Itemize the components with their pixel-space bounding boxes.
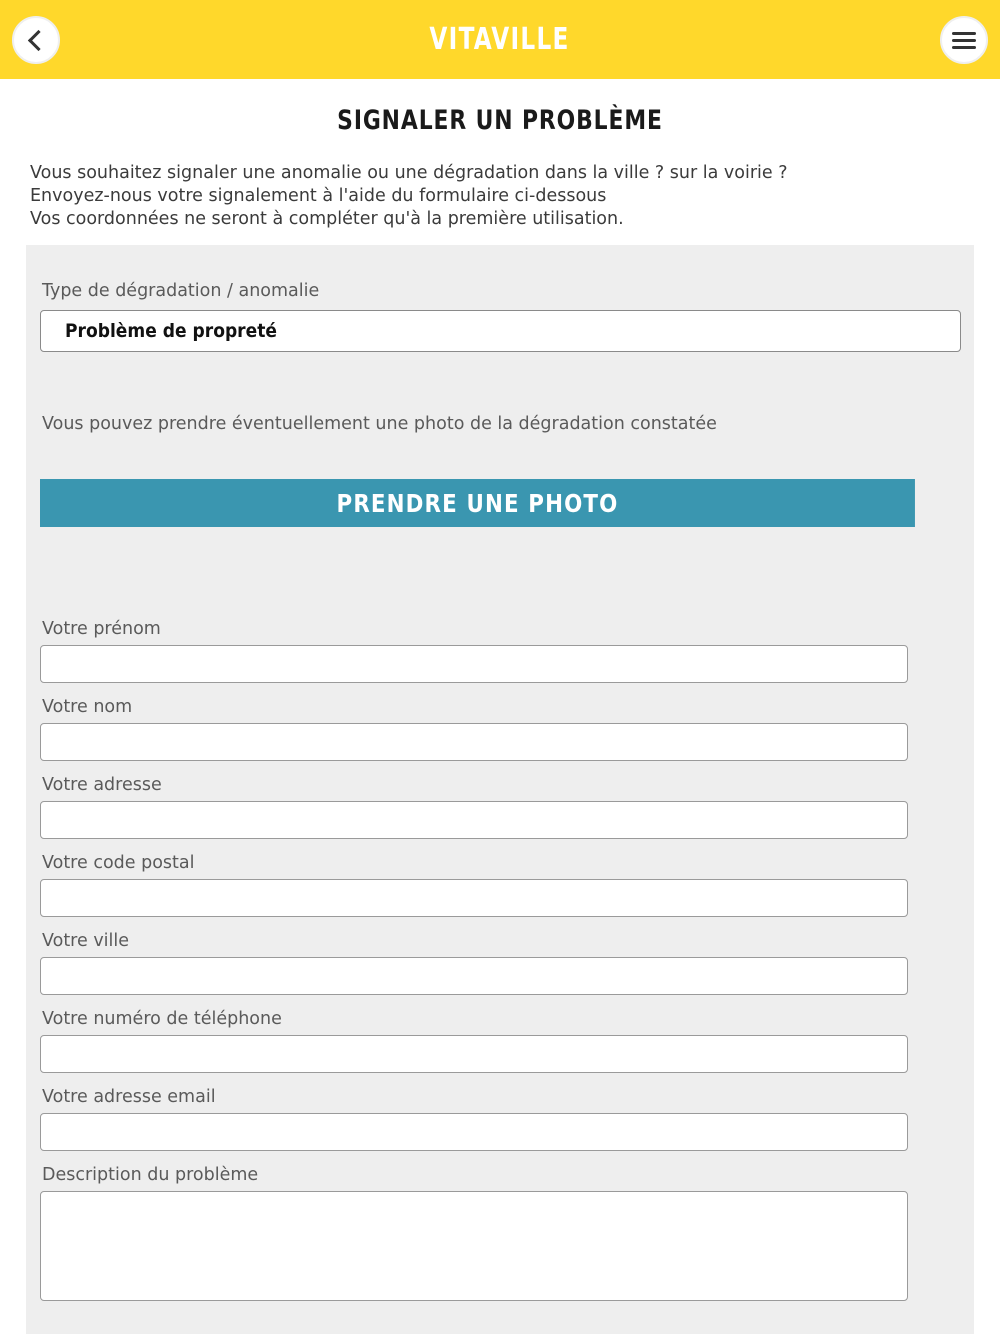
report-form-panel: [26, 245, 974, 1334]
email-field[interactable]: [40, 1113, 908, 1151]
lastname-label: Votre nom: [42, 697, 133, 718]
contact-fields: [40, 619, 960, 1301]
hamburger-menu-icon: [952, 28, 976, 53]
firstname-label: Votre prénom: [42, 619, 161, 640]
intro-line-2: Envoyez-nous votre signalement à l'aide du formulaire ci-dessous: [30, 186, 607, 207]
email-group: [40, 1087, 960, 1151]
email-label: Votre adresse email: [42, 1087, 216, 1108]
address-label: Votre adresse: [42, 775, 162, 796]
firstname-field[interactable]: [40, 645, 908, 683]
phone-field[interactable]: [40, 1035, 908, 1073]
chevron-left-icon: [28, 29, 49, 50]
postalcode-label: Votre code postal: [42, 853, 195, 874]
degradation-type-label: Type de dégradation / anomalie: [42, 281, 320, 302]
back-button[interactable]: [12, 16, 60, 64]
postalcode-group: [40, 853, 960, 917]
lastname-group: [40, 697, 960, 761]
take-photo-button[interactable]: PRENDRE UNE PHOTO: [40, 479, 915, 527]
photo-help-text: Vous pouvez prendre éventuellement une photo de la dégradation constatée: [42, 414, 717, 435]
description-label: Description du problème: [42, 1165, 259, 1186]
page-title: SIGNALER UN PROBLÈME: [337, 105, 663, 136]
address-field[interactable]: [40, 801, 908, 839]
intro-text: [30, 162, 970, 231]
postalcode-field[interactable]: [40, 879, 908, 917]
phone-group: [40, 1009, 960, 1073]
city-group: [40, 931, 960, 995]
menu-button[interactable]: [940, 16, 988, 64]
firstname-group: [40, 619, 960, 683]
city-label: Votre ville: [42, 931, 130, 952]
description-group: [40, 1165, 960, 1301]
lastname-field[interactable]: [40, 723, 908, 761]
address-group: [40, 775, 960, 839]
degradation-type-group: [40, 281, 960, 352]
city-field[interactable]: [40, 957, 908, 995]
intro-line-3: Vos coordonnées ne seront à compléter qu'à la première utilisation.: [30, 209, 624, 230]
app-header: [0, 0, 1000, 79]
app-title: VITAVILLE: [429, 22, 571, 57]
degradation-type-select[interactable]: Problème de propreté: [40, 310, 961, 352]
description-field[interactable]: [40, 1191, 908, 1301]
intro-line-1: Vous souhaitez signaler une anomalie ou une dégradation dans la ville ? sur la voirie ?: [30, 163, 788, 183]
phone-label: Votre numéro de téléphone: [42, 1009, 282, 1030]
